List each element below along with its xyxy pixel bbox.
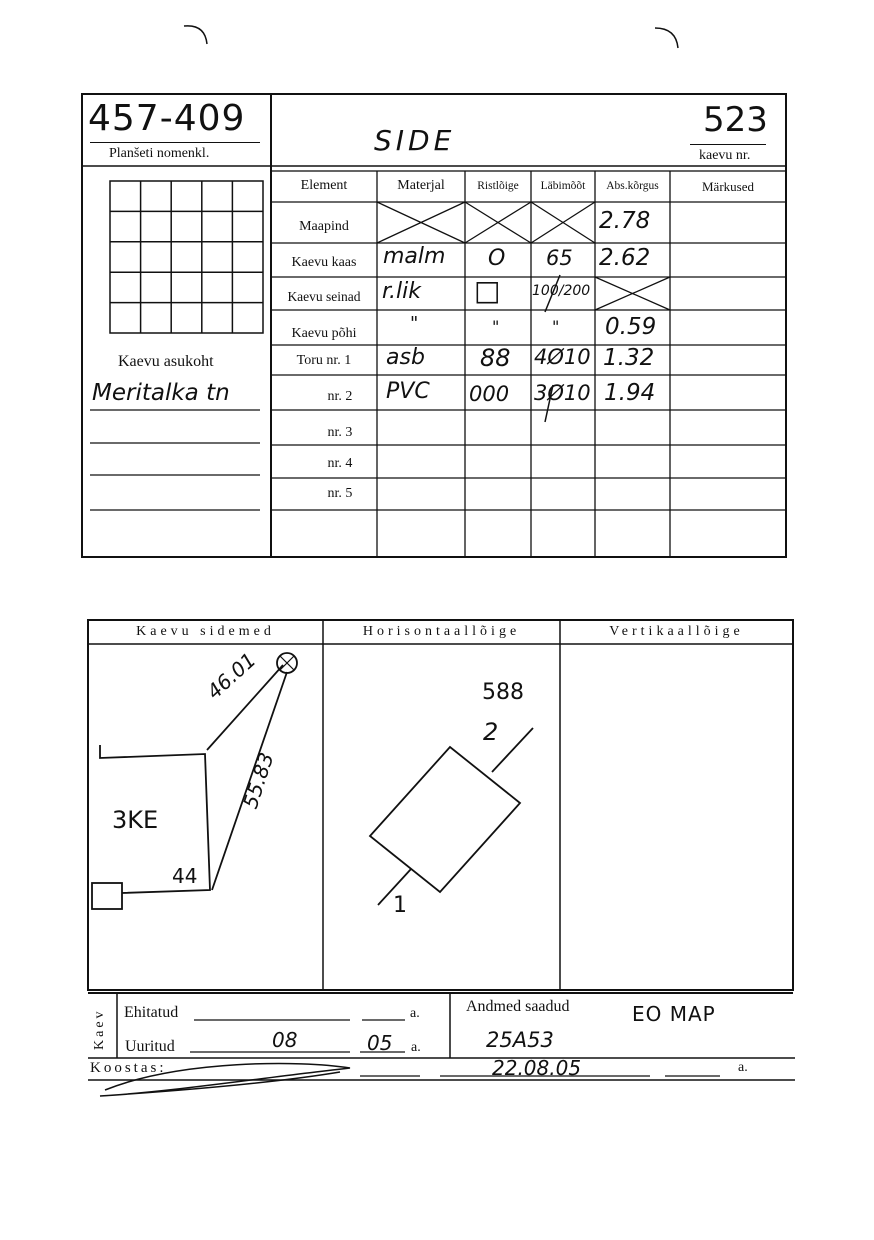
- cell-material: PVC: [386, 379, 430, 404]
- cell-elevation: 1.94: [604, 380, 656, 406]
- row-element: Toru nr. 1: [296, 353, 352, 368]
- cell-section: □: [474, 274, 501, 307]
- header-material: Materjal: [397, 178, 445, 193]
- location-label: Kaevu asukoht: [118, 353, 214, 370]
- well-label: kaevu nr.: [699, 148, 751, 163]
- cell-diameter: ": [552, 317, 560, 336]
- well-word-vertical: Kaev: [92, 1008, 107, 1050]
- row-element: Kaevu põhi: [291, 326, 357, 341]
- header-element: Element: [300, 178, 348, 193]
- compiled-date: 22.08.05: [492, 1056, 582, 1080]
- cell-section: ": [492, 317, 500, 336]
- data-from-label: Andmed saadud: [466, 998, 570, 1015]
- built-label: Ehitatud: [124, 1004, 179, 1021]
- compiled-year-suffix: a.: [738, 1060, 748, 1075]
- surveyed-month: 08: [272, 1028, 298, 1052]
- cell-elevation: 2.78: [599, 208, 651, 234]
- cell-material: r.lik: [382, 279, 421, 304]
- header-elevation: Abs.kõrgus: [606, 180, 659, 192]
- tie-distance-1: 46.01: [202, 647, 261, 704]
- cell-material: ": [410, 313, 419, 334]
- network-type: SIDE: [374, 124, 456, 157]
- panel-title-vertical: Vertikaallõige: [609, 624, 744, 639]
- cell-section: 88: [480, 344, 511, 372]
- row-element: Kaevu seinad: [287, 289, 361, 304]
- row-element: nr. 4: [327, 456, 353, 471]
- sheet-label: Planšeti nomenkl.: [109, 146, 210, 161]
- cell-section: 000: [469, 382, 510, 406]
- cell-material: malm: [383, 244, 446, 269]
- pipe-direction-label: 588: [482, 680, 524, 705]
- row-element: nr. 3: [327, 425, 353, 440]
- panel-title-ties: Kaevu sidemed: [136, 624, 275, 639]
- corner-label: 44: [172, 864, 198, 888]
- cell-material: asb: [386, 345, 425, 370]
- surveyed-year-suffix: a.: [411, 1040, 421, 1055]
- sheet-number-underline: [90, 142, 260, 143]
- well-number-underline: [690, 144, 766, 145]
- row-element: nr. 2: [327, 389, 353, 404]
- row-element: nr. 5: [327, 486, 353, 501]
- header-remarks: Märkused: [702, 179, 754, 194]
- cell-diameter: 65: [546, 246, 573, 270]
- building-label: 3KE: [112, 806, 159, 834]
- well-number: 523: [703, 100, 768, 140]
- surveyed-label: Uuritud: [125, 1038, 175, 1055]
- pipe-label-2: 2: [483, 718, 499, 746]
- cell-diameter: 3Ø10: [534, 381, 591, 405]
- cell-elevation: 2.62: [599, 245, 651, 271]
- cell-diameter: 4Ø10: [534, 345, 591, 369]
- location-value: Meritalka tn: [92, 380, 230, 406]
- built-year-suffix: a.: [410, 1006, 420, 1021]
- cell-elevation: 1.32: [603, 345, 655, 371]
- data-from-value: EO MAP: [632, 1002, 716, 1026]
- header-section: Ristlõige: [477, 180, 519, 192]
- row-element: Kaevu kaas: [291, 255, 357, 270]
- cell-section: O: [488, 246, 506, 271]
- surveyed-year: 05: [367, 1031, 393, 1055]
- panel-title-horizontal: Horisontaallõige: [362, 624, 521, 639]
- tie-distance-2: 55.83: [238, 749, 279, 812]
- cell-diameter: 100/200: [532, 283, 591, 299]
- sheet-number: 457-409: [88, 98, 246, 139]
- cell-elevation: 0.59: [605, 314, 657, 340]
- data-reference: 25A53: [486, 1028, 554, 1052]
- header-diameter: Läbimõõt: [540, 180, 586, 192]
- well-plan-sketch: [370, 728, 533, 905]
- compiled-label: Koostas:: [90, 1060, 167, 1076]
- pipe-label-1: 1: [393, 893, 407, 918]
- row-element: Maapind: [299, 219, 349, 234]
